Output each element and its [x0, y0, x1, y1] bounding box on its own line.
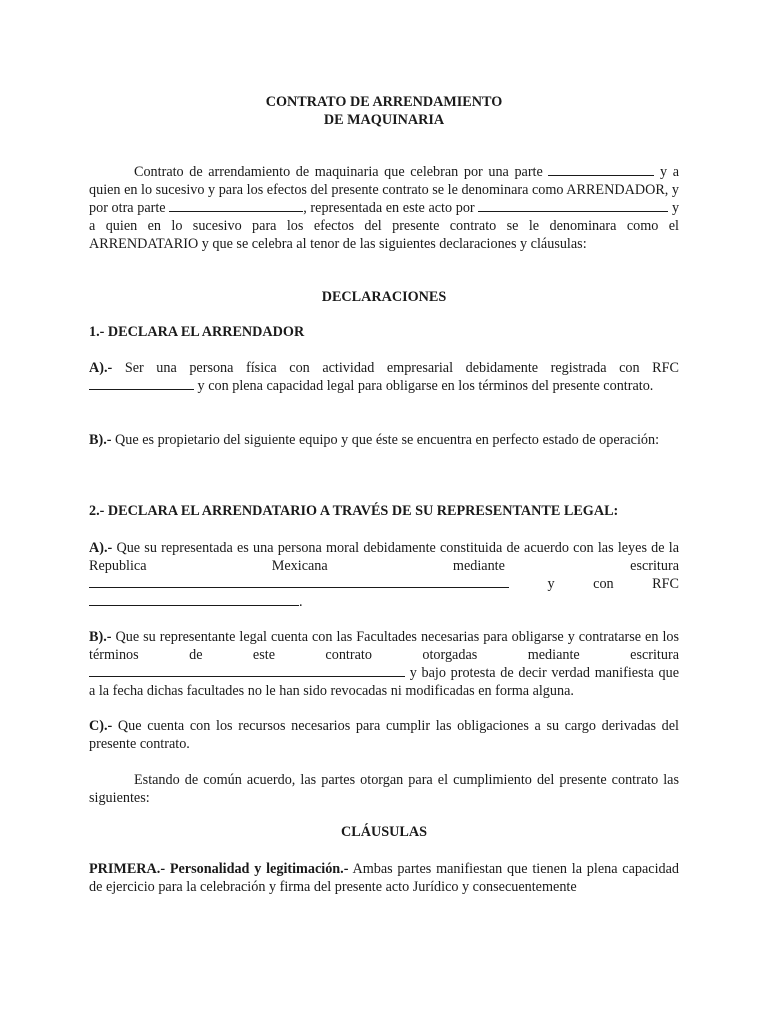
declara-arrendador-heading: 1.- DECLARA EL ARRENDADOR [89, 324, 305, 340]
clause-text: Que es propietario del siguiente equipo y que éste se encuentra en perfecto estado de operación: [115, 432, 660, 448]
blank-line [89, 593, 299, 606]
arrendatario-clause-a [89, 539, 679, 611]
intro-text-1: Contrato de arrendamiento de maquinaria que celebran por una parte [134, 164, 543, 180]
clause-text: y bajo protesta de decir verdad manifiesta que a la fecha dichas facultades no le han sido revocadas ni modificadas en forma alguna. [89, 665, 680, 699]
clause-text: Que cuenta con los recursos necesarios para cumplir las obligaciones a su cargo derivadas del presente contrato. [89, 718, 679, 752]
declaraciones-heading: DECLARACIONES [321, 289, 447, 305]
blank-line [548, 163, 654, 176]
clause-text: y con RFC [547, 576, 679, 592]
clausulas-heading: CLÁUSULAS [341, 824, 427, 840]
clause-end: . [299, 594, 303, 610]
clause-label: B).- [89, 432, 112, 448]
clause-text: y con plena capacidad legal para obligarse en los términos del presente contrato. [197, 378, 654, 394]
clause-label: A).- [89, 540, 113, 556]
title-line-2: DE MAQUINARIA [323, 112, 445, 128]
intro-text-4: y a quien en lo sucesivo para los efectos del presente contrato se le denominara como el ARRENDATARIO y que se celebra al tenor de las siguientes declaraciones y cláusulas: [89, 200, 680, 252]
clause-label: C).- [89, 718, 113, 734]
clause-label: PRIMERA.- Personalidad y legitimación.- [89, 861, 349, 877]
clause-text: Que su representada es una persona moral debidamente constituida de acuerdo con las leyes de la Republica Mexicana mediante escritura [89, 540, 679, 574]
blank-line [169, 199, 303, 212]
clausula-primera [89, 860, 679, 896]
blank-line [89, 664, 405, 677]
declara-arrendatario-heading: 2.- DECLARA EL ARRENDATARIO A TRAVÉS DE SU REPRESENTANTE LEGAL: [89, 503, 619, 519]
arrendatario-clause-c [89, 717, 679, 753]
clause-label: B).- [89, 629, 112, 645]
clause-text: Que su representante legal cuenta con las Facultades necesarias para obligarse y contratarse en los términos de este contrato otorgadas mediante escritura [89, 629, 680, 663]
intro-text-2: y a quien en lo sucesivo y para los efectos del presente contrato se le denominara como ARRENDADOR, y por otra parte [89, 164, 679, 216]
acuerdo-paragraph: Estando de común acuerdo, las partes otorgan para el cumplimiento del presente contrato las siguientes: [89, 772, 679, 806]
blank-line [89, 575, 509, 588]
arrendador-clause-b [89, 431, 679, 449]
intro-text-3: , representada en este acto por [303, 200, 475, 216]
blank-line [478, 199, 668, 212]
clause-label: A).- [89, 360, 113, 376]
arrendatario-clause-b [89, 628, 679, 700]
arrendador-clause-a [89, 359, 679, 395]
clause-text: Ambas partes manifiestan que tienen la plena capacidad de ejercicio para la celebración y firma del presente acto Jurídico y consecuentemente [89, 861, 679, 895]
blank-line [89, 377, 194, 390]
clause-text: Ser una persona física con actividad empresarial debidamente registrada con RFC [124, 360, 679, 376]
document-title [89, 93, 679, 129]
title-line-1: CONTRATO DE ARRENDAMIENTO [265, 94, 503, 110]
intro-paragraph [89, 163, 679, 253]
